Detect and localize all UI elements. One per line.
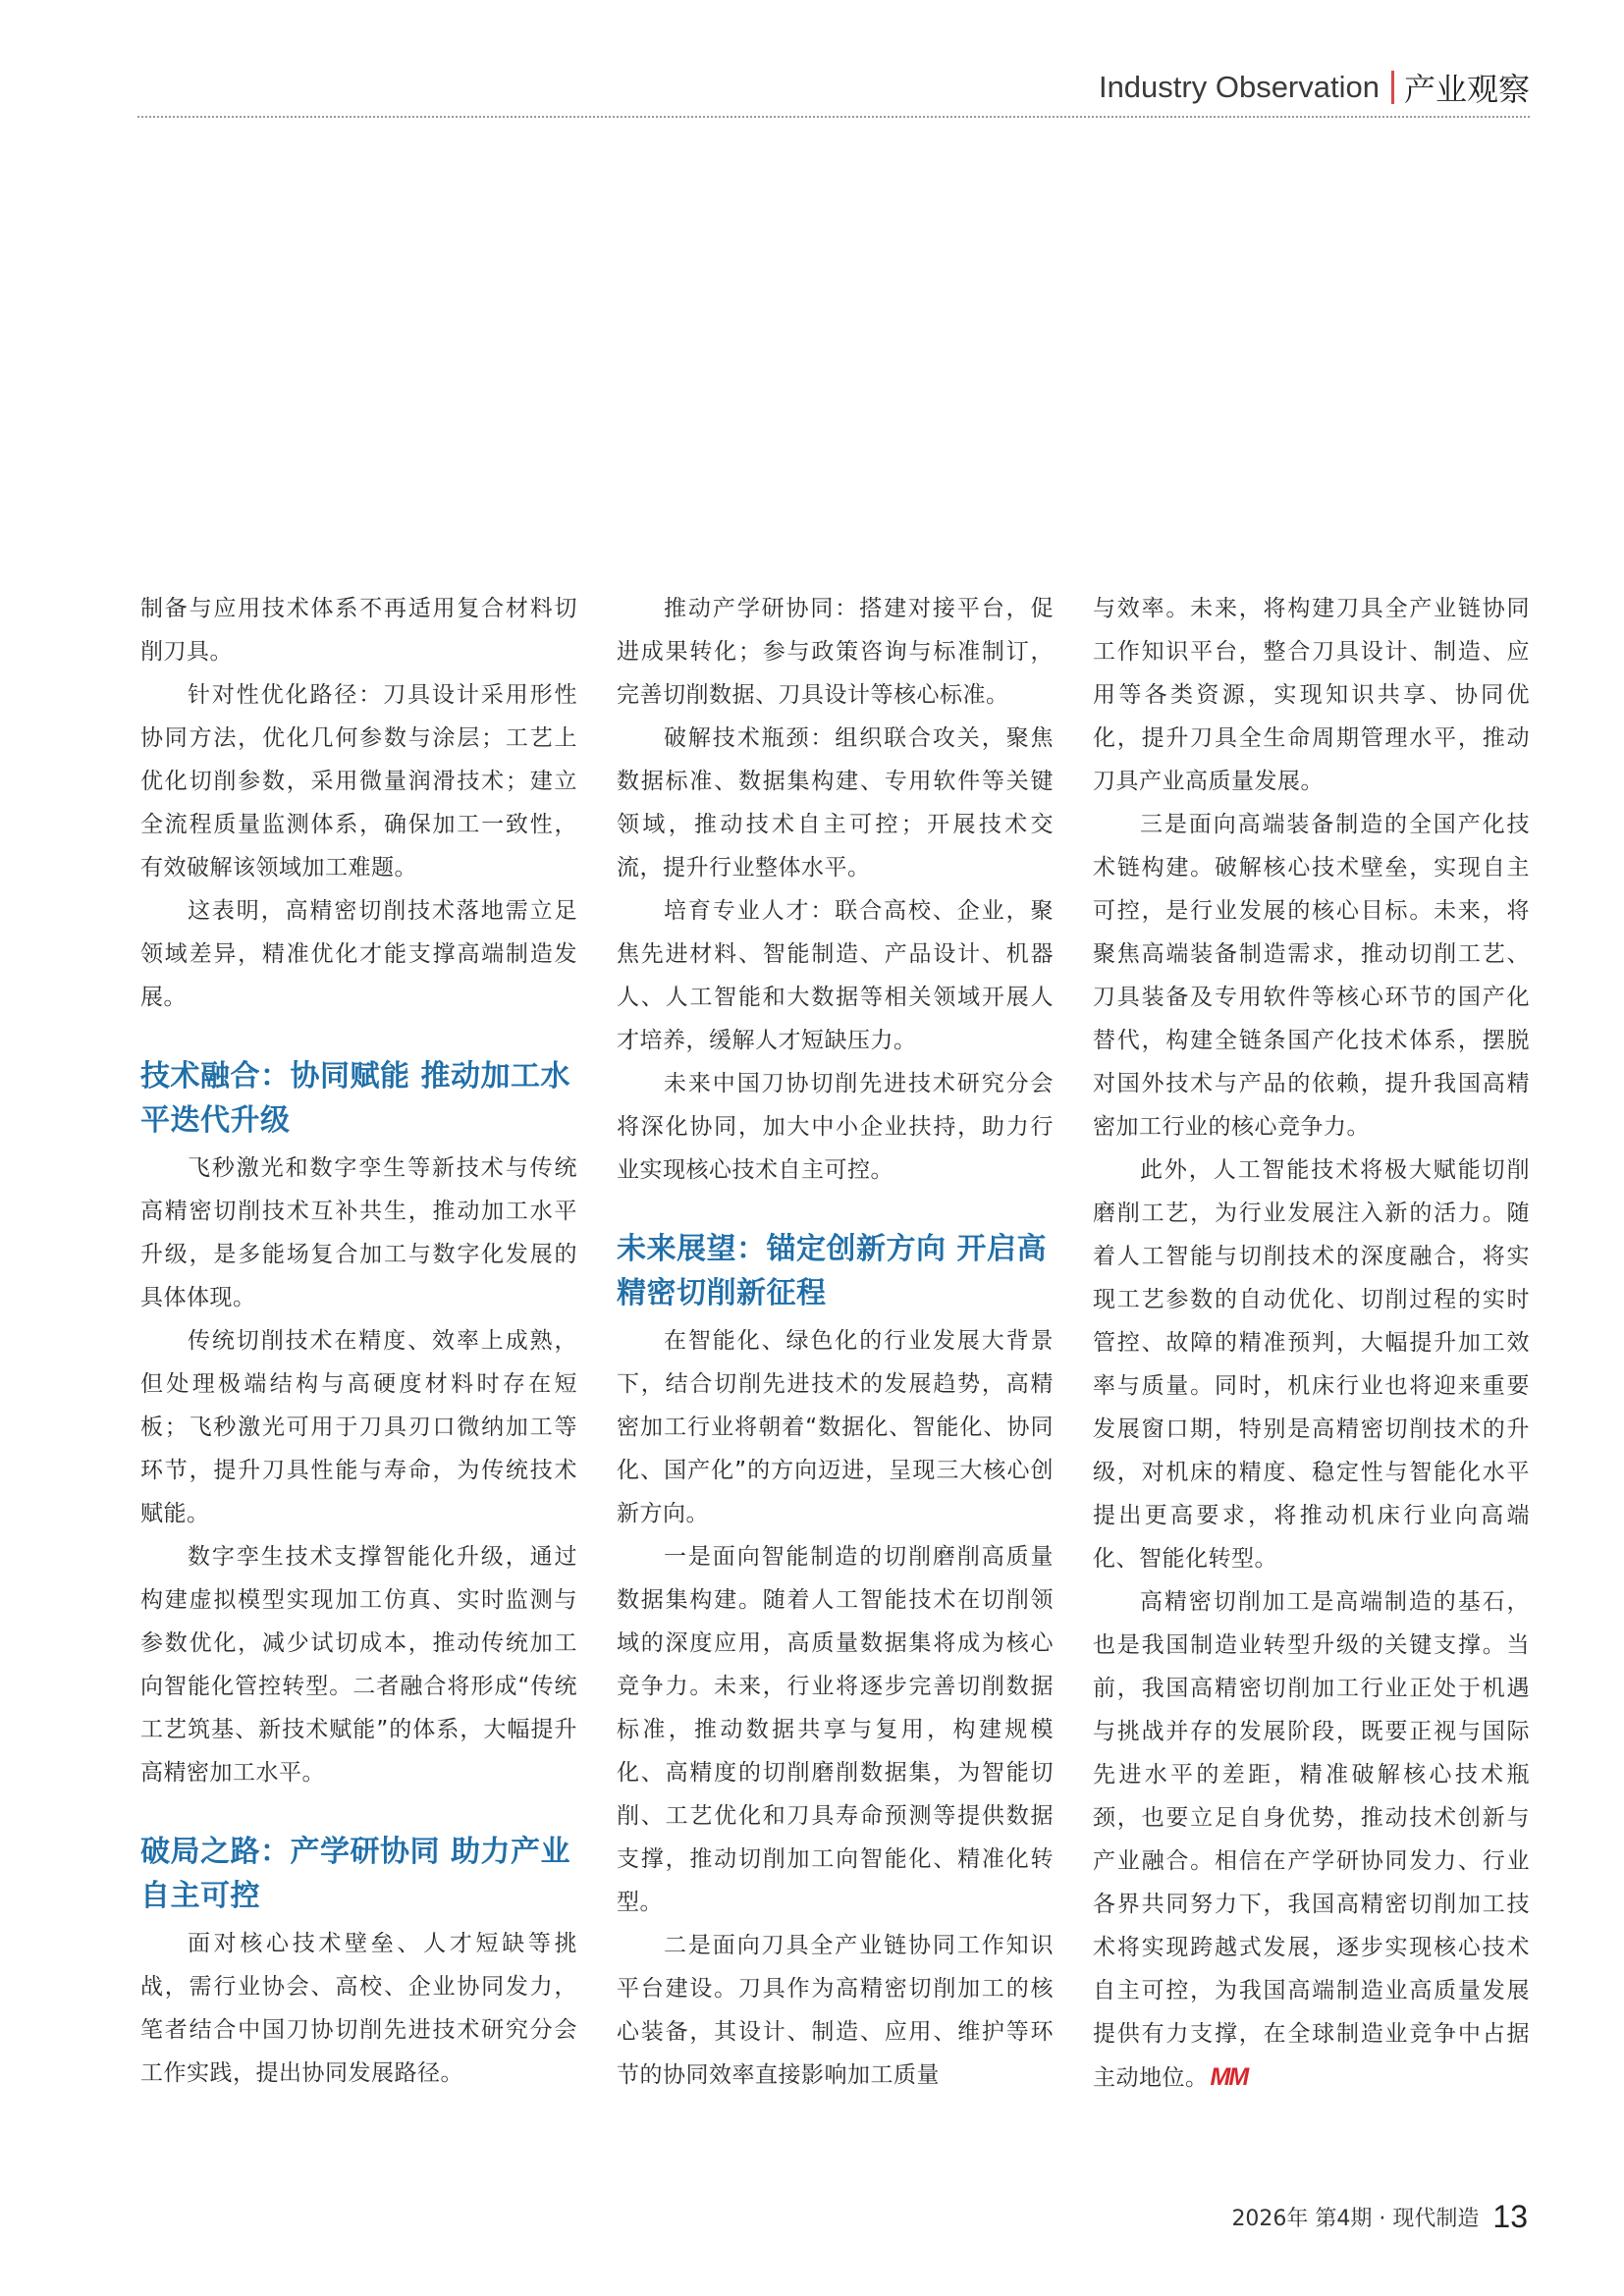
paragraph: 与效率。未来，将构建刀具全产业链协同工作知识平台，整合刀具设计、制造、应用等各类资源，实现知识共享、协同优化，提升刀具全生命周期管理水平，推动刀具产业高质量发展。 bbox=[1093, 596, 1530, 794]
section-heading: 技术融合：协同赋能 推动加工水平迭代升级 bbox=[140, 1059, 570, 1138]
header-section-zh: 产业观察 bbox=[1403, 71, 1530, 108]
paragraph: 这表明，高精密切削技术落地需立足领域差异，精准优化才能支撑高端制造发展。 bbox=[140, 898, 577, 1010]
column-2 bbox=[617, 587, 1054, 2097]
paragraph: 在智能化、绿色化的行业发展大背景下，结合切削先进技术的发展趋势，高精密加工行业将朝着“数据化、智能化、协同化、国产化”的方向迈进，呈现三大核心创新方向。 bbox=[617, 1328, 1054, 1526]
paragraph: 培育专业人才：联合高校、企业，聚焦先进材料、智能制造、产品设计、机器人、人工智能和大数据等相关领域开展人才培养，缓解人才短缺压力。 bbox=[617, 898, 1054, 1053]
page-number: 13 bbox=[1492, 2199, 1528, 2234]
page-footer bbox=[1231, 2199, 1528, 2235]
paragraph: 破解技术瓶颈：组织联合攻关，聚焦数据标准、数据集构建、专用软件等关键领域，推动技术自主可控；开展技术交流，提升行业整体水平。 bbox=[617, 725, 1054, 881]
header-section-en: Industry Observation bbox=[1098, 70, 1380, 104]
paragraph: 一是面向智能制造的切削磨削高质量数据集构建。随着人工智能技术在切削领域的深度应用，高质量数据集将成为核心竞争力。未来，行业将逐步完善切削数据标准，推动数据共享与复用，构建规模化、高精度的切削磨削数据集，为智能切削、工艺优化和刀具寿命预测等提供数据支撑，推动切削加工向智能化、精准化转型。 bbox=[617, 1544, 1054, 1915]
paragraph: 针对性优化路径：刀具设计采用形性协同方法，优化几何参数与涂层；工艺上优化切削参数，采用微量润滑技术；建立全流程质量监测体系，确保加工一致性，有效破解该领域加工难题。 bbox=[140, 682, 577, 881]
paragraph: 数字孪生技术支撑智能化升级，通过构建虚拟模型实现加工仿真、实时监测与参数优化，减少试切成本，推动传统加工向智能化管控转型。二者融合将形成“传统工艺筑基、新技术赋能”的体系，大幅提升高精密加工水平。 bbox=[140, 1544, 577, 1786]
paragraph: 传统切削技术在精度、效率上成熟，但处理极端结构与高硬度材料时存在短板；飞秒激光可用于刀具刃口微纳加工等环节，提升刀具性能与寿命，为传统技术赋能。 bbox=[140, 1328, 577, 1526]
section-heading: 未来展望：锚定创新方向 开启高精密切削新征程 bbox=[617, 1232, 1047, 1310]
paragraph: 未来中国刀协切削先进技术研究分会将深化协同，加大中小企业扶持，助力行业实现核心技术自主可控。 bbox=[617, 1071, 1054, 1183]
paragraph: 二是面向刀具全产业链协同工作知识平台建设。刀具作为高精密切削加工的核心装备，其设计、制造、应用、维护等环节的协同效率直接影响加工质量 bbox=[617, 1933, 1054, 2088]
header-divider bbox=[1391, 71, 1394, 104]
closing-text: 高精密切削加工是高端制造的基石，也是我国制造业转型升级的关键支撑。当前，我国高精密切削加工行业正处于机遇与挑战并存的发展阶段，既要正视与国际先进水平的差距，精准破解核心技术瓶颈，也要立足自身优势，推动技术创新与产业融合。相信在产学研协同发力、行业各界共同努力下，我国高精密切削加工技术将实现跨越式发展，逐步实现核心技术自主可控，为我国高端制造业高质量发展提供有力支撑，在全球制造业竞争中占据主动地位。 bbox=[1093, 1589, 1530, 2091]
paragraph-last bbox=[1093, 1580, 1530, 2100]
column-1 bbox=[140, 587, 577, 2095]
paragraph: 三是面向高端装备制造的全国产化技术链构建。破解核心技术壁垒，实现自主可控，是行业发展的核心目标。未来，将聚焦高端装备制造需求，推动切削工艺、刀具装备及专用软件等核心环节的国产化替代，构建全链条国产化技术体系，摆脱对国外技术与产品的依赖，提升我国高精密加工行业的核心竞争力。 bbox=[1093, 812, 1530, 1140]
paragraph: 此外，人工智能技术将极大赋能切削磨削工艺，为行业发展注入新的活力。随着人工智能与切削技术的深度融合，将实现工艺参数的自动优化、切削过程的实时管控、故障的精准预判，大幅提升加工效率与质量。同时，机床行业也将迎来重要发展窗口期，特别是高精密切削技术的升级，对机床的精度、稳定性与智能化水平提出更高要求，将推动机床行业向高端化、智能化转型。 bbox=[1093, 1157, 1530, 1572]
paragraph: 制备与应用技术体系不再适用复合材料切削刀具。 bbox=[140, 596, 577, 665]
paragraph: 飞秒激光和数字孪生等新技术与传统高精密切削技术互补共生，推动加工水平升级，是多能场复合加工与数字化发展的具体体现。 bbox=[140, 1155, 577, 1310]
column-3 bbox=[1093, 587, 1530, 2100]
section-heading: 破局之路：产学研协同 助力产业自主可控 bbox=[140, 1835, 570, 1913]
paragraph: 面对核心技术壁垒、人才短缺等挑战，需行业协会、高校、企业协同发力，笔者结合中国刀协切削先进技术研究分会工作实践，提出协同发展路径。 bbox=[140, 1931, 577, 2086]
paragraph: 推动产学研协同：搭建对接平台，促进成果转化；参与政策咨询与标准制订，完善切削数据、刀具设计等核心标准。 bbox=[617, 596, 1054, 708]
end-mark-logo: MM bbox=[1210, 2063, 1248, 2091]
header-dotted-rule bbox=[137, 116, 1530, 118]
issue-info: 2026年 第4期 · 现代制造 bbox=[1231, 2207, 1480, 2231]
running-header bbox=[137, 65, 1530, 114]
